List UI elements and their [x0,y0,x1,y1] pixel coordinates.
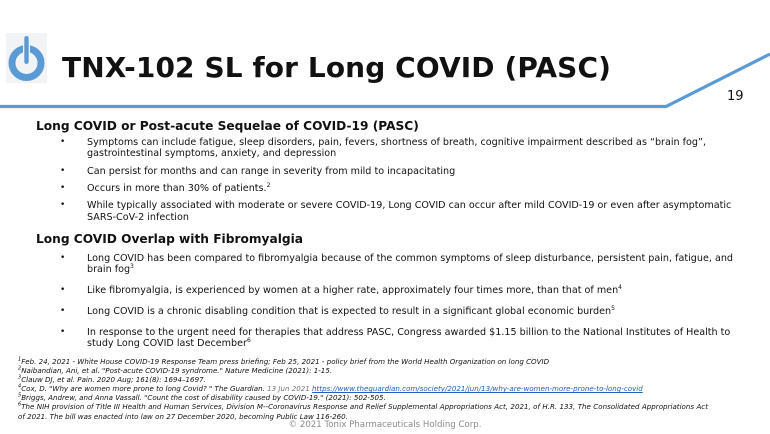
footnote: $^2$Naibandian, Ani, et al. "Post-acute COVID-19 syndrome." Nature Medicine (2021): 1-15. [18,365,333,376]
bullet-list-pasc [0,137,737,229]
footnote: $^1$Feb. 24, 2021 - White House COVID-19 Response Team press briefing; Feb 25, 2021 - policy brief from the World Health Organization on long COVID [18,356,550,366]
section-heading-pasc: Long COVID or Post-acute Sequelae of COVID-19 (PASC) [36,119,419,133]
footnote: $^4$Cox, D. "Why are women more prone to long Covid? " The Guardian. 13 Jun 2021 https://www.theguardian.com/society/2021/jun/13/why-are-women-more-prone-to-long-covid [18,383,643,394]
bullet-item: • In response to the urgent need for therapies that address PASC, Congress awarded $1.15 billion to the National Institutes of Health to study Long COVID last December$^6$ [60,326,731,349]
page-number: 19 [727,89,744,104]
footnote-date: 13 Jun 2021 [267,384,310,394]
bullet-list-fibromyalgia [0,253,737,359]
bullet-dot: • [60,165,66,176]
bullet-item: • Can persist for months and can range in severity from mild to incapacitating [60,165,456,177]
bullet-item: • Occurs in more than 30% of patients.$^2$ [60,181,271,194]
page-title: TNX-102 SL for Long COVID (PASC) [62,51,611,84]
footnote: $^5$Briggs, Andrew, and Anna Vassall. "Count the cost of disability caused by COVID-19." (2021): 502-505. [18,393,386,403]
section-heading-fibromyalgia: Long COVID Overlap with Fibromyalgia [36,232,303,246]
bullet-dot: • [60,326,66,337]
bullet-item: • Like fibromyalgia, is experienced by women at a higher rate, approximately four times more, than that of men$^4$ [60,283,622,296]
footnote: $^6$The NIH provision of Title III Health and Human Services, Division M--Coronavirus Response and Relief Supplemental Appropriations Act, 2021, of H.R. 133, The Consolidated Appropriations Act of 2021. The bill was enacted into law on 27 December 2020, becoming Public Law 116-260. [18,402,708,421]
header-rule [0,0,770,120]
bullet-item: • While typically associated with moderate or severe COVID-19, Long COVID can occur after mild COVID-19 or even after asymptomatic SARS-CoV-2 infection [60,200,732,223]
bullet-item: • Long COVID is a chronic disabling condition that is expected to result in a significant global economic burden$^5$ [60,304,615,317]
bullet-dot: • [60,305,66,316]
footnote: $^3$Clauw DJ, et al. Pain. 2020 Aug; 161(8): 1694–1697. [18,374,206,385]
guardian-link[interactable]: https://www.theguardian.com/society/2021/jun/13/why-are-women-more-prone-to-long-covid [312,384,643,394]
bullet-dot: • [60,253,66,263]
bullet-item: • Symptoms can include fatigue, sleep disorders, pain, fevers, shortness of breath, cognitive impairment described as “brain fog”, gastrointestinal symptoms, anxiety, and depression [60,137,707,160]
footnotes [18,357,708,421]
bullet-item: • Long COVID has been compared to fibromyalgia because of the common symptoms of sleep disturbance, persistent pain, fatigue, and brain fog$^3$ [60,253,733,276]
bullet-dot: • [60,200,66,211]
bullet-dot: • [60,182,66,193]
copyright: © 2021 Tonix Pharmaceuticals Holding Corp. [288,420,482,430]
bullet-dot: • [60,137,66,147]
bullet-dot: • [60,285,66,295]
